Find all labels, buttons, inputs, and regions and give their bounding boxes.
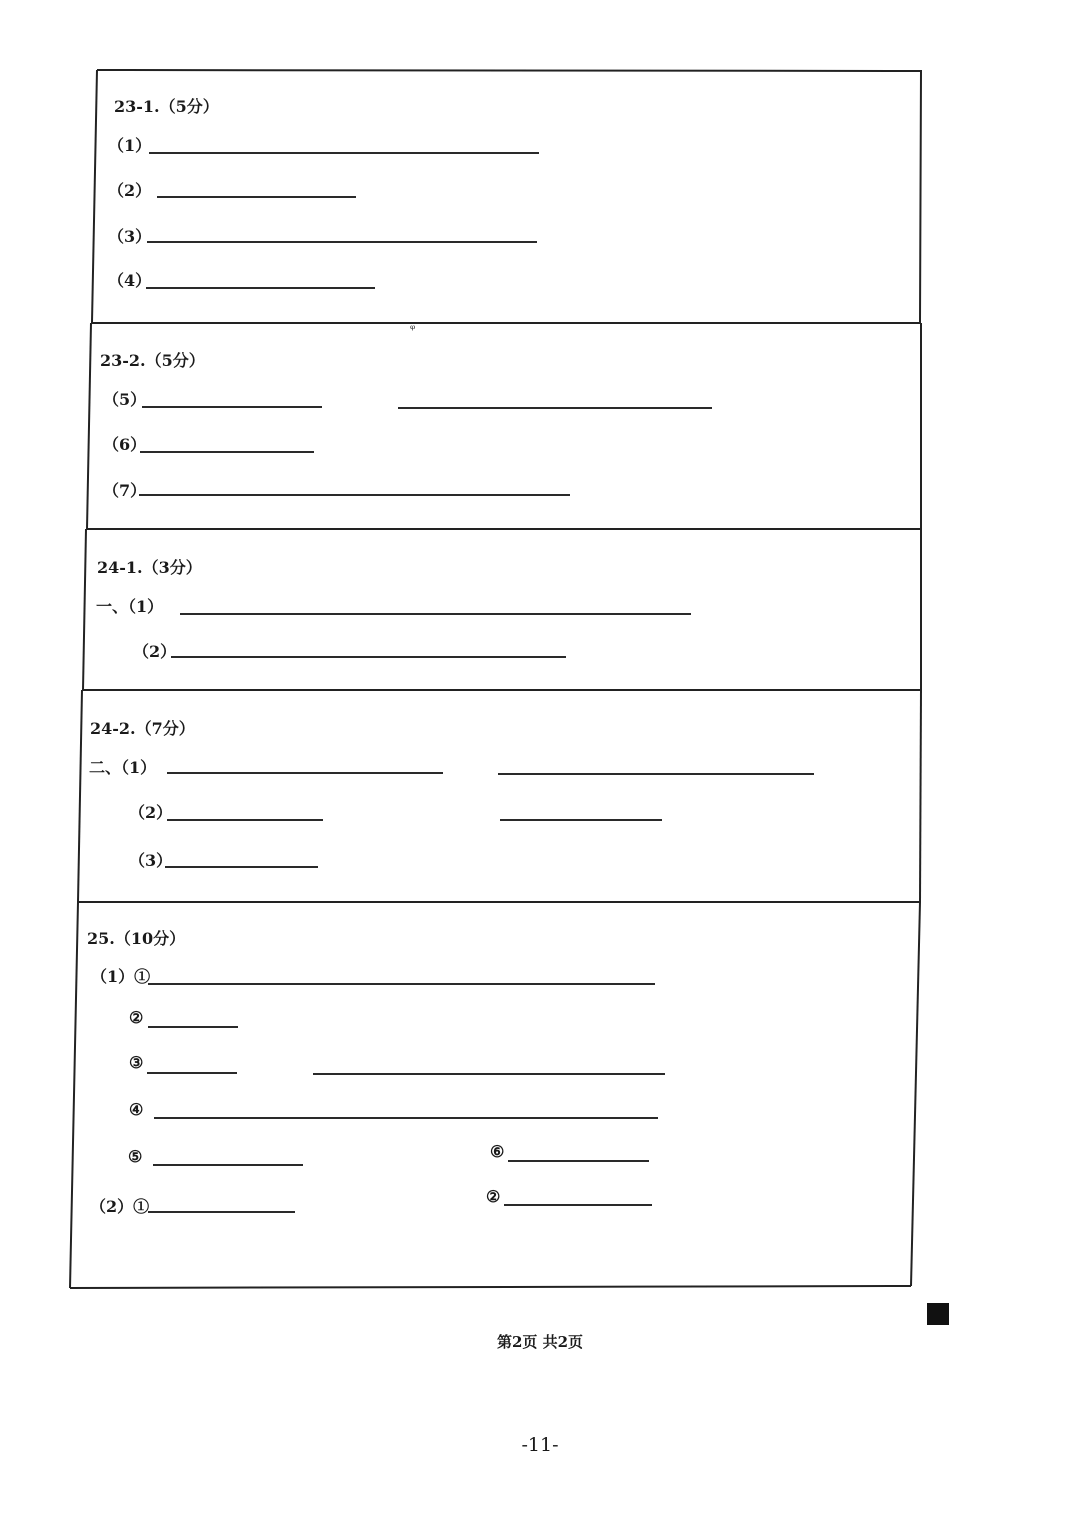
item-label: 二、（1） <box>89 758 157 777</box>
item-label: ② <box>129 1008 144 1027</box>
answer-line[interactable] <box>154 1117 658 1119</box>
page-number: -11- <box>521 1434 559 1456</box>
answer-line[interactable] <box>313 1073 665 1075</box>
page-info: 第2页 共2页 <box>496 1333 584 1351</box>
answer-line[interactable] <box>167 819 323 821</box>
section-title-24-2: 24-2.（7分） <box>90 719 195 738</box>
item-label: （4） <box>108 271 152 290</box>
answer-line[interactable] <box>147 1072 237 1074</box>
item-label: （3） <box>108 227 152 246</box>
item-label: （5） <box>103 390 147 409</box>
item-label: （1） <box>108 136 152 155</box>
item-label: （2）① <box>90 1197 150 1216</box>
item-label: （2） <box>129 803 173 822</box>
answer-line[interactable] <box>139 494 570 496</box>
answer-line[interactable] <box>500 819 662 821</box>
answer-line[interactable] <box>140 451 314 453</box>
item-label: （1）① <box>91 967 151 986</box>
alignment-marker <box>927 1303 949 1325</box>
section-title-23-2: 23-2.（5分） <box>100 351 205 370</box>
answer-line[interactable] <box>498 773 814 775</box>
answer-line[interactable] <box>146 287 375 289</box>
answer-line[interactable] <box>171 656 566 658</box>
answer-line[interactable] <box>165 866 318 868</box>
item-label: 一、（1） <box>96 597 164 616</box>
item-label: （2） <box>108 181 152 200</box>
section-title-24-1: 24-1.（3分） <box>97 558 202 577</box>
answer-line[interactable] <box>148 1211 295 1213</box>
answer-line[interactable] <box>157 196 356 198</box>
item-label: ⑤ <box>128 1147 143 1166</box>
answer-line[interactable] <box>142 406 322 408</box>
section-title-23-1: 23-1.（5分） <box>114 97 219 116</box>
answer-line[interactable] <box>180 613 691 615</box>
answer-line[interactable] <box>508 1160 649 1162</box>
item-label: ② <box>486 1187 501 1206</box>
answer-line[interactable] <box>153 1164 303 1166</box>
answer-line[interactable] <box>149 152 539 154</box>
answer-line[interactable] <box>167 772 443 774</box>
answer-line[interactable] <box>398 407 712 409</box>
item-label: （2） <box>133 642 177 661</box>
scan-mark: ᵠ <box>410 322 416 336</box>
item-label: ⑥ <box>490 1142 505 1161</box>
section-title-25: 25.（10分） <box>87 929 186 948</box>
item-label: （7） <box>103 481 147 500</box>
item-label: （3） <box>129 851 173 870</box>
item-label: ③ <box>129 1053 144 1072</box>
answer-line[interactable] <box>148 983 655 985</box>
item-label: ④ <box>129 1100 144 1119</box>
answer-line[interactable] <box>147 241 537 243</box>
answer-line[interactable] <box>504 1204 652 1206</box>
item-label: （6） <box>103 435 147 454</box>
answer-line[interactable] <box>148 1026 238 1028</box>
